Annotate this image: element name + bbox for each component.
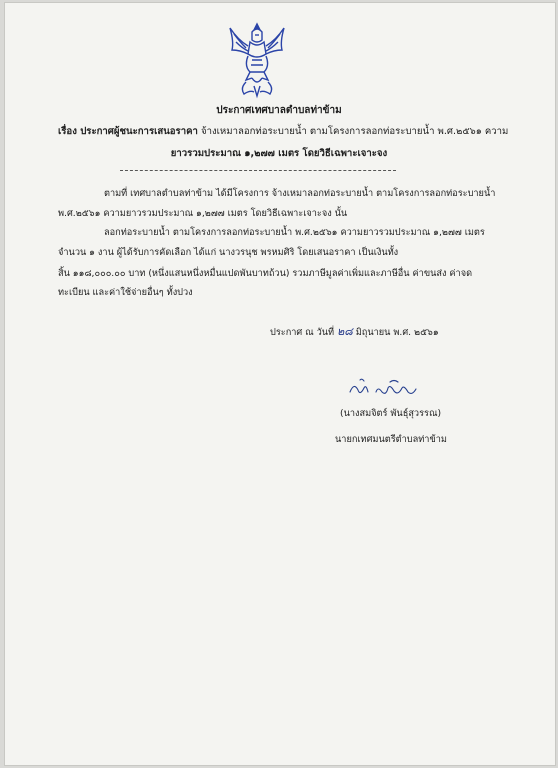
announcement-date [270,322,439,340]
body-line-1: ตามที่ เทศบาลตำบลท่าข้าม ได้มีโครงการ จ้างเหมาลอกท่อระบายน้ำ ตามโครงการลอกท่อระบายน้ำ [104,188,496,199]
signatory-position: นายกเทศมนตรีตำบลท่าข้าม [335,434,447,445]
body-line-3: ลอกท่อระบายน้ำ ตามโครงการลอกท่อระบายน้ำ พ.ศ.๒๕๖๑ ความยาวรวมประมาณ ๑,๒๗๗ เมตร [104,227,485,238]
subject-prefix: เรื่อง ประกาศผู้ชนะการเสนอราคา [58,126,198,137]
body-line-5: สิ้น ๑๑๘,๐๐๐.๐๐ บาท (หนึ่งแสนหนึ่งหมื่นแปดพันบาทถ้วน) รวมภาษีมูลค่าเพิ่มและภาษีอื่น ค่าขนส่ง ค่าจด [58,268,473,279]
body-line-4: จำนวน ๑ งาน ผู้ได้รับการคัดเลือก ได้แก่ นางวรนุช พรหมศิริ โดยเสนอราคา เป็นเงินทั้ง [58,247,399,258]
announcement-title: ประกาศเทศบาลตำบลท่าข้าม [216,105,342,116]
subject-line [58,124,508,139]
garuda-emblem [224,20,290,100]
date-day: ๒๘ [337,325,353,338]
date-prefix: ประกาศ ณ วันที่ [270,327,335,338]
body-line-6: ทะเบียน และค่าใช้จ่ายอื่นๆ ทั้งปวง [58,287,193,298]
signatory-name: (นางสมจิตร์ พันธุ์สุวรรณ) [340,408,442,419]
date-rest: มิถุนายน พ.ศ. ๒๕๖๑ [355,327,439,338]
body-line-2: พ.ศ.๒๕๖๑ ความยาวรวมประมาณ ๑,๒๗๗ เมตร โดยวิธีเฉพาะเจาะจง นั้น [58,208,348,219]
handwritten-signature [346,376,426,400]
subject-text: จ้างเหมาลอกท่อระบายน้ำ ตามโครงการลอกท่อระบายน้ำ พ.ศ.๒๕๖๑ ความ [197,126,509,137]
divider-rule [120,170,396,171]
subject-line-2: ยาวรวมประมาณ ๑,๒๗๗ เมตร โดยวิธีเฉพาะเจาะจง [170,148,388,159]
